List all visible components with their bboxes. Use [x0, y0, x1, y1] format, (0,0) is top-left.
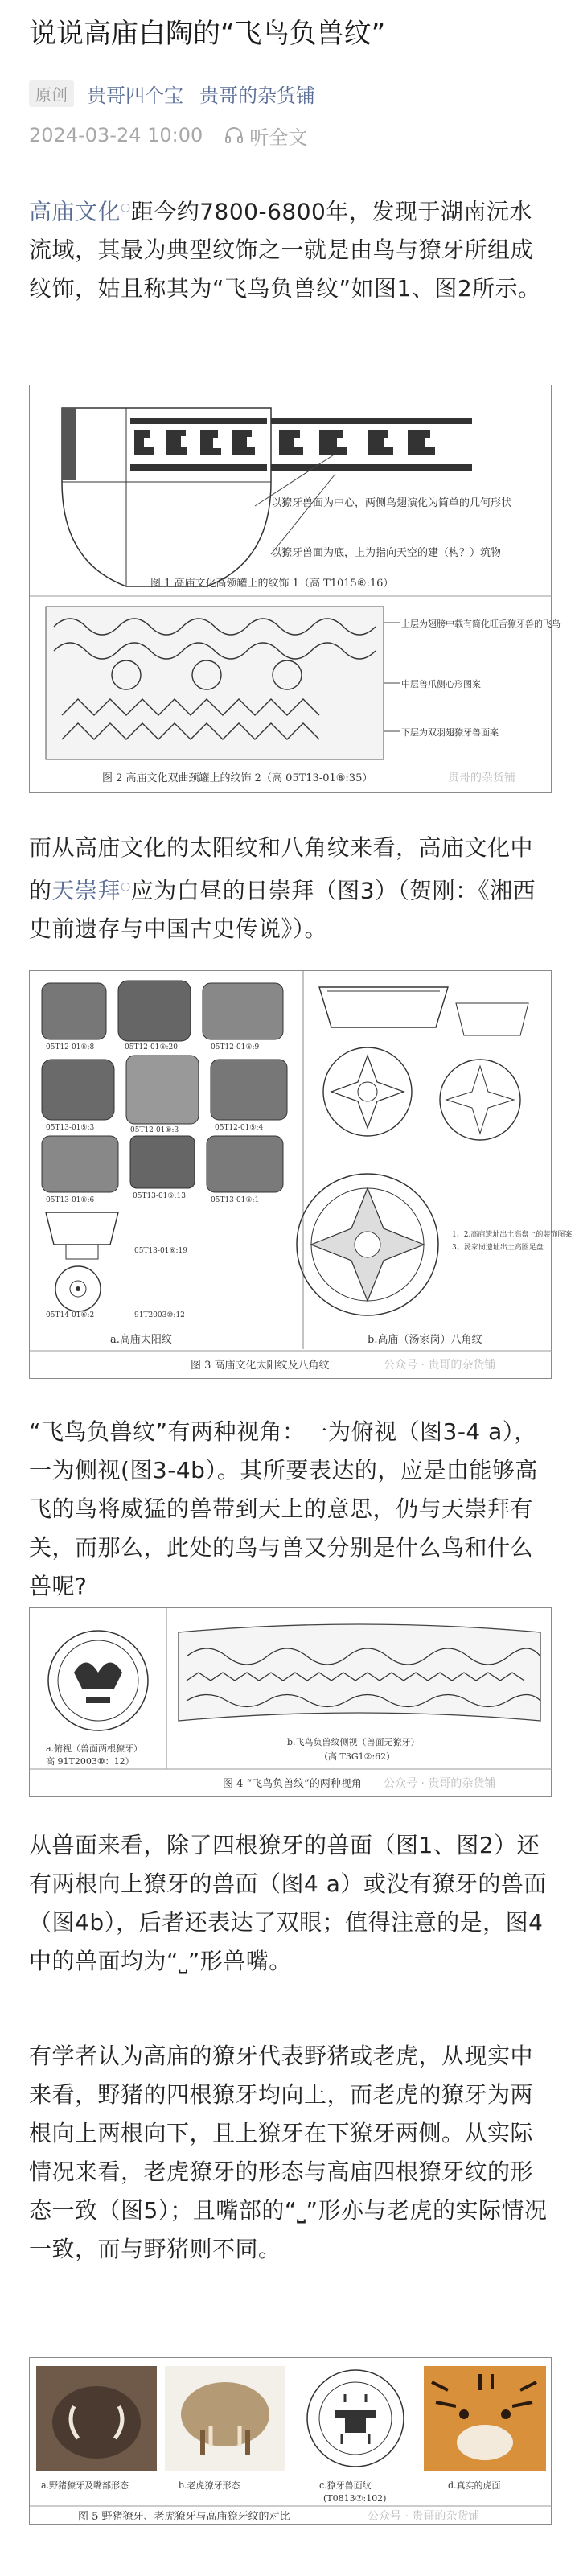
fig5-caption: 图 5 野猪獠牙、老虎獠牙与高庙獠牙纹的对比 [78, 2511, 290, 2523]
article-title: 说说高庙白陶的“飞鸟负兽纹” [29, 18, 386, 50]
listen-button[interactable] [224, 121, 307, 150]
paragraph-4: 从兽面来看，除了四根獠牙的兽面（图1、图2）还有两根向上獠牙的兽面（图4 a）或没有獠牙的兽面（图4b），后者还表达了双眼；值得注意的是，图4中的兽面均为“⎵”形兽嘴。 [29, 1832, 547, 1974]
fig2-label-1: 上层为翅膀中载有简化旺舌獠牙兽的飞鸟 [401, 619, 561, 629]
fig1-label-2: 以獠牙兽面为底，上为指向天空的建（构？）筑物 [271, 547, 502, 559]
paragraph-1 [29, 188, 552, 308]
fig3-sherd-label-2: 05T12-01⑤:20 [125, 1043, 178, 1051]
fig3-note-2: 3、汤家岗遗址出土高圈足盘 [452, 1244, 544, 1252]
fig1-caption: 图 1 高庙文化高领罐上的纹饰 1（高 T1015⑧:16） [150, 578, 394, 590]
fig5-sub-c-2: (T0813⑦:102) [323, 2493, 387, 2504]
fig4-caption: 图 4 “飞鸟负兽纹”的两种视角 [223, 1778, 362, 1790]
fig4-sub-b-2: （高 T3G1②:62） [319, 1751, 396, 1762]
publish-datetime: 2024-03-24 10:00 [29, 124, 203, 146]
fig3-sherd-label-7: 05T13-01⑤:6 [46, 1196, 95, 1204]
paragraph-5: 有学者认为高庙的獠牙代表野猪或老虎，从现实中来看，野猪的四根獠牙均向上，而老虎的獠牙为两根向上两根向下，且上獠牙在下獠牙两侧。从实际情况来看，老虎獠牙的形态与高庙四根獠牙纹的形态一致（图5）；且嘴部的“⎵”形亦与老虎的实际情况一致，而与野猪则不同。 [29, 2043, 548, 2262]
original-badge: 原创 [29, 80, 74, 107]
fig2-caption: 图 2 高庙文化双曲颈罐上的纹饰 2（高 05T13-01⑧:35） [102, 772, 373, 784]
fig5-watermark: 公众号 · 贵哥的杂货铺 [368, 2510, 480, 2523]
fig5-sub-b: b.老虎獠牙形态 [179, 2480, 240, 2491]
account-link[interactable]: 贵哥的杂货铺 [199, 84, 315, 107]
figure-5 [29, 2357, 552, 2525]
keyword-link-gaomiao[interactable]: 高庙文化 [29, 198, 121, 225]
paragraph-3: “飞鸟负兽纹”有两种视角：一为俯视（图3-4 a），一为侧视(图3-4b）。其所要表达的，应是由能够高飞的鸟将威猛的兽带到天上的意思，仍与天崇拜有关，而那么，此处的鸟与兽又分别是什么鸟和什么兽呢? [29, 1418, 538, 1599]
article-meta-2 [29, 121, 307, 150]
fig3-sherd-label-8: 05T13-01⑤:13 [133, 1192, 186, 1200]
fig3-sub-b: b.高庙（汤家岗）八角纹 [368, 1334, 482, 1346]
fig3-sherd-label-6: 05T12-01⑤:4 [215, 1124, 264, 1132]
fig3-note-1: 1、2.高庙遗址出土高盘上的装饰图案 [452, 1231, 573, 1239]
fig5-sub-a: a.野猪獠牙及嘴部形态 [41, 2480, 129, 2491]
keyword-link-tianchongbai[interactable]: 天崇拜 [51, 877, 121, 904]
fig5-sub-c: c.獠牙兽面纹 [319, 2480, 372, 2491]
paragraph-2-text-a: 而从高庙文化的太阳纹和八角纹来看，高庙文化中的 [29, 834, 534, 904]
fig2-label-2: 中层兽爪侧心形图案 [401, 679, 481, 689]
search-icon: ○ [121, 880, 131, 893]
fig3-sherd-label-11: 05T14-01⑥:2 [46, 1311, 95, 1319]
fig3-sherd-label-9: 05T13-01⑤:1 [211, 1196, 260, 1204]
paragraph-2 [29, 829, 552, 949]
fig4-sub-a: a.俯视（兽面两根獠牙） [46, 1743, 143, 1754]
article-meta [29, 79, 331, 108]
fig3-caption: 图 3 高庙文化太阳纹及八角纹 [191, 1360, 330, 1372]
fig2-label-3: 下层为双羽翅獠牙兽面案 [401, 727, 499, 738]
headphones-icon [224, 125, 244, 146]
fig4-watermark: 公众号 · 贵哥的杂货铺 [384, 1777, 496, 1790]
figure-3 [29, 970, 573, 1379]
paragraph-2-text-b: 应为白昼的日崇拜（图3）（贺刚：《湘西史前遗存与中国古史传说》）。 [29, 877, 536, 943]
fig5-sub-d: d.真实的虎面 [448, 2480, 501, 2491]
figure-1-2 [29, 385, 561, 793]
fig3-sherd-label-12: 91T2003⑩:12 [134, 1311, 185, 1319]
fig2-watermark: 贵哥的杂货铺 [448, 772, 515, 784]
fig3-sherd-label-1: 05T12-01⑤:8 [46, 1043, 95, 1051]
fig3-sherd-label-10: 05T13-01⑥:19 [134, 1247, 187, 1255]
fig1-label-1: 以獠牙兽面为中心，两侧鸟翅演化为简单的几何形状 [271, 497, 512, 509]
fig3-sherd-label-3: 05T12-01⑤:9 [211, 1043, 260, 1051]
author-link[interactable]: 贵哥四个宝 [87, 84, 183, 107]
figure-4 [29, 1607, 552, 1797]
fig4-sub-a-2: 高 91T2003⑩：12） [46, 1756, 134, 1767]
listen-label: 听全文 [249, 126, 308, 149]
paragraph-1-text: 距今约7800-6800年，发现于湖南沅水流域，其最为典型纹饰之一就是由鸟与獠牙所组成纹饰，姑且称其为“飞鸟负兽纹”如图1、图2所示。 [29, 198, 541, 302]
fig4-sub-b: b.飞鸟负兽纹侧视（兽面无獠牙） [287, 1737, 420, 1747]
fig3-watermark: 公众号 · 贵哥的杂货铺 [384, 1359, 496, 1372]
fig3-sherd-label-5: 05T12-01⑤:3 [130, 1126, 179, 1134]
fig3-sherd-label-4: 05T13-01⑤:3 [46, 1124, 95, 1132]
search-icon: ○ [121, 201, 131, 214]
fig3-sub-a: a.高庙太阳纹 [110, 1334, 172, 1346]
